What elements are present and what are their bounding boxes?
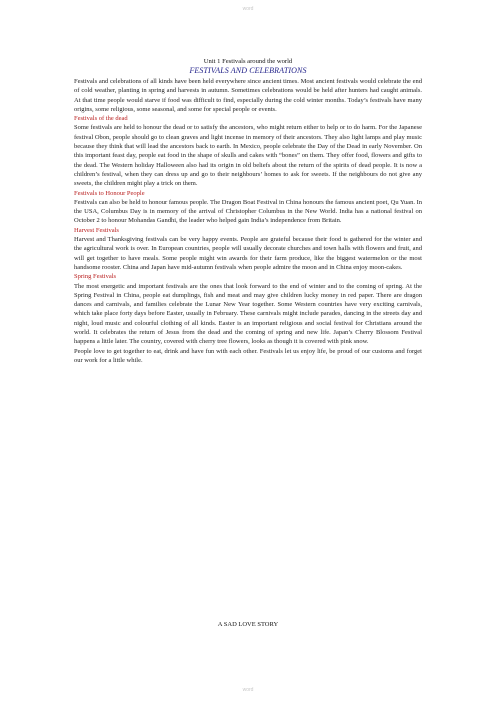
main-heading: FESTIVALS AND CELEBRATIONS bbox=[189, 66, 307, 75]
closing-paragraph: People love to get together to eat, drink and have fun with each other. Festivals let us enjoy life, be proud of our customs and forget our work for a little while. bbox=[74, 347, 422, 364]
section-body-spring: The most energetic and important festivals are the ones that look forward to the end of winter and to the coming of spring. At the Spring Festival in China, people eat dumplings, fish and meat and may give children lucky money in red paper. There are dragon dances and carnivals, and families celebrate the Lunar New Year together. Some Western countries have very exciting carnivals, which take place forty days before Easter, usually in February. These carnivals might include parades, dancing in the streets day and night, loud music and colourful clothing of all kinds. Easter is an important religious and social festival for Christians around the world. It celebrates the return of Jesus from the dead and the coming of spring and new life. Japan’s Cherry Blossom Festival happens a little later. The country, covered with cherry tree flowers, looks as though it is covered with pink snow. bbox=[74, 282, 422, 346]
section-body-dead: Some festivals are held to honour the dead or to satisfy the ancestors, who might return either to help or to do harm. For the Japanese festival Obon, people should go to clean graves and light incense in memory of their ancestors. They also light lamps and play music because they think that will lead the ancestors back to earth. In Mexico, people celebrate the Day of the Dead in early November. On this important feast day, people eat food in the shape of skulls and cakes with “bones” on them. They offer food, flowers and gifts to the dead. The Western holiday Halloween also had its origin in old beliefs about the return of the spirits of dead people. It is now a children’s festival, when they can dress up and go to their neighbours’ homes to ask for sweets. If the neighbours do not give any sweets, the children might play a trick on them. bbox=[74, 124, 422, 188]
unit-title: Unit 1 Festivals around the world bbox=[203, 58, 293, 65]
document-body bbox=[74, 57, 422, 365]
section-heading-harvest: Harvest Festivals bbox=[74, 226, 119, 234]
section-heading-dead: Festivals of the dead bbox=[74, 115, 128, 123]
footer-watermark: word bbox=[242, 687, 254, 693]
section-body-honour-people: Festivals can also be held to honour famous people. The Dragon Boat Festival in China honours the famous ancient poet, Qu Yuan. In the USA, Columbus Day is in memory of the arrival of Christopher Columbus in the New World. India has a national festival on October 2 to honour Mohandas Gandhi, the leader who helped gain India’s independence from Britain. bbox=[74, 198, 422, 225]
header-watermark: word bbox=[242, 6, 254, 12]
section-heading-honour-people: Festivals to Honour People bbox=[74, 189, 145, 197]
section-heading-spring: Spring Festivals bbox=[74, 273, 117, 281]
story-title: A SAD LOVE STORY bbox=[217, 621, 279, 628]
section-body-harvest: Harvest and Thanksgiving festivals can be very happy events. People are grateful because their food is gathered for the winter and the agricultural work is over. In European countries, people will usually decorate churches and town halls with flowers and fruit, and will get together to have meals. Some people might win awards for their farm produce, like the biggest watermelon or the most handsome rooster. China and Japan have mid-autumn festivals when people admire the moon and in China enjoy moon-cakes. bbox=[74, 236, 422, 271]
intro-paragraph: Festivals and celebrations of all kinds have been held everywhere since ancient times. Most ancient festivals would celebrate the end of cold weather, planting in spring and harvests in autumn. Sometimes celebrations would be held after hunters had caught animals. At that time people would starve if food was difficult to find, especially during the cold winter months. Today’s festivals have many origins, some religious, some seasonal, and some for special people or events. bbox=[74, 78, 422, 113]
